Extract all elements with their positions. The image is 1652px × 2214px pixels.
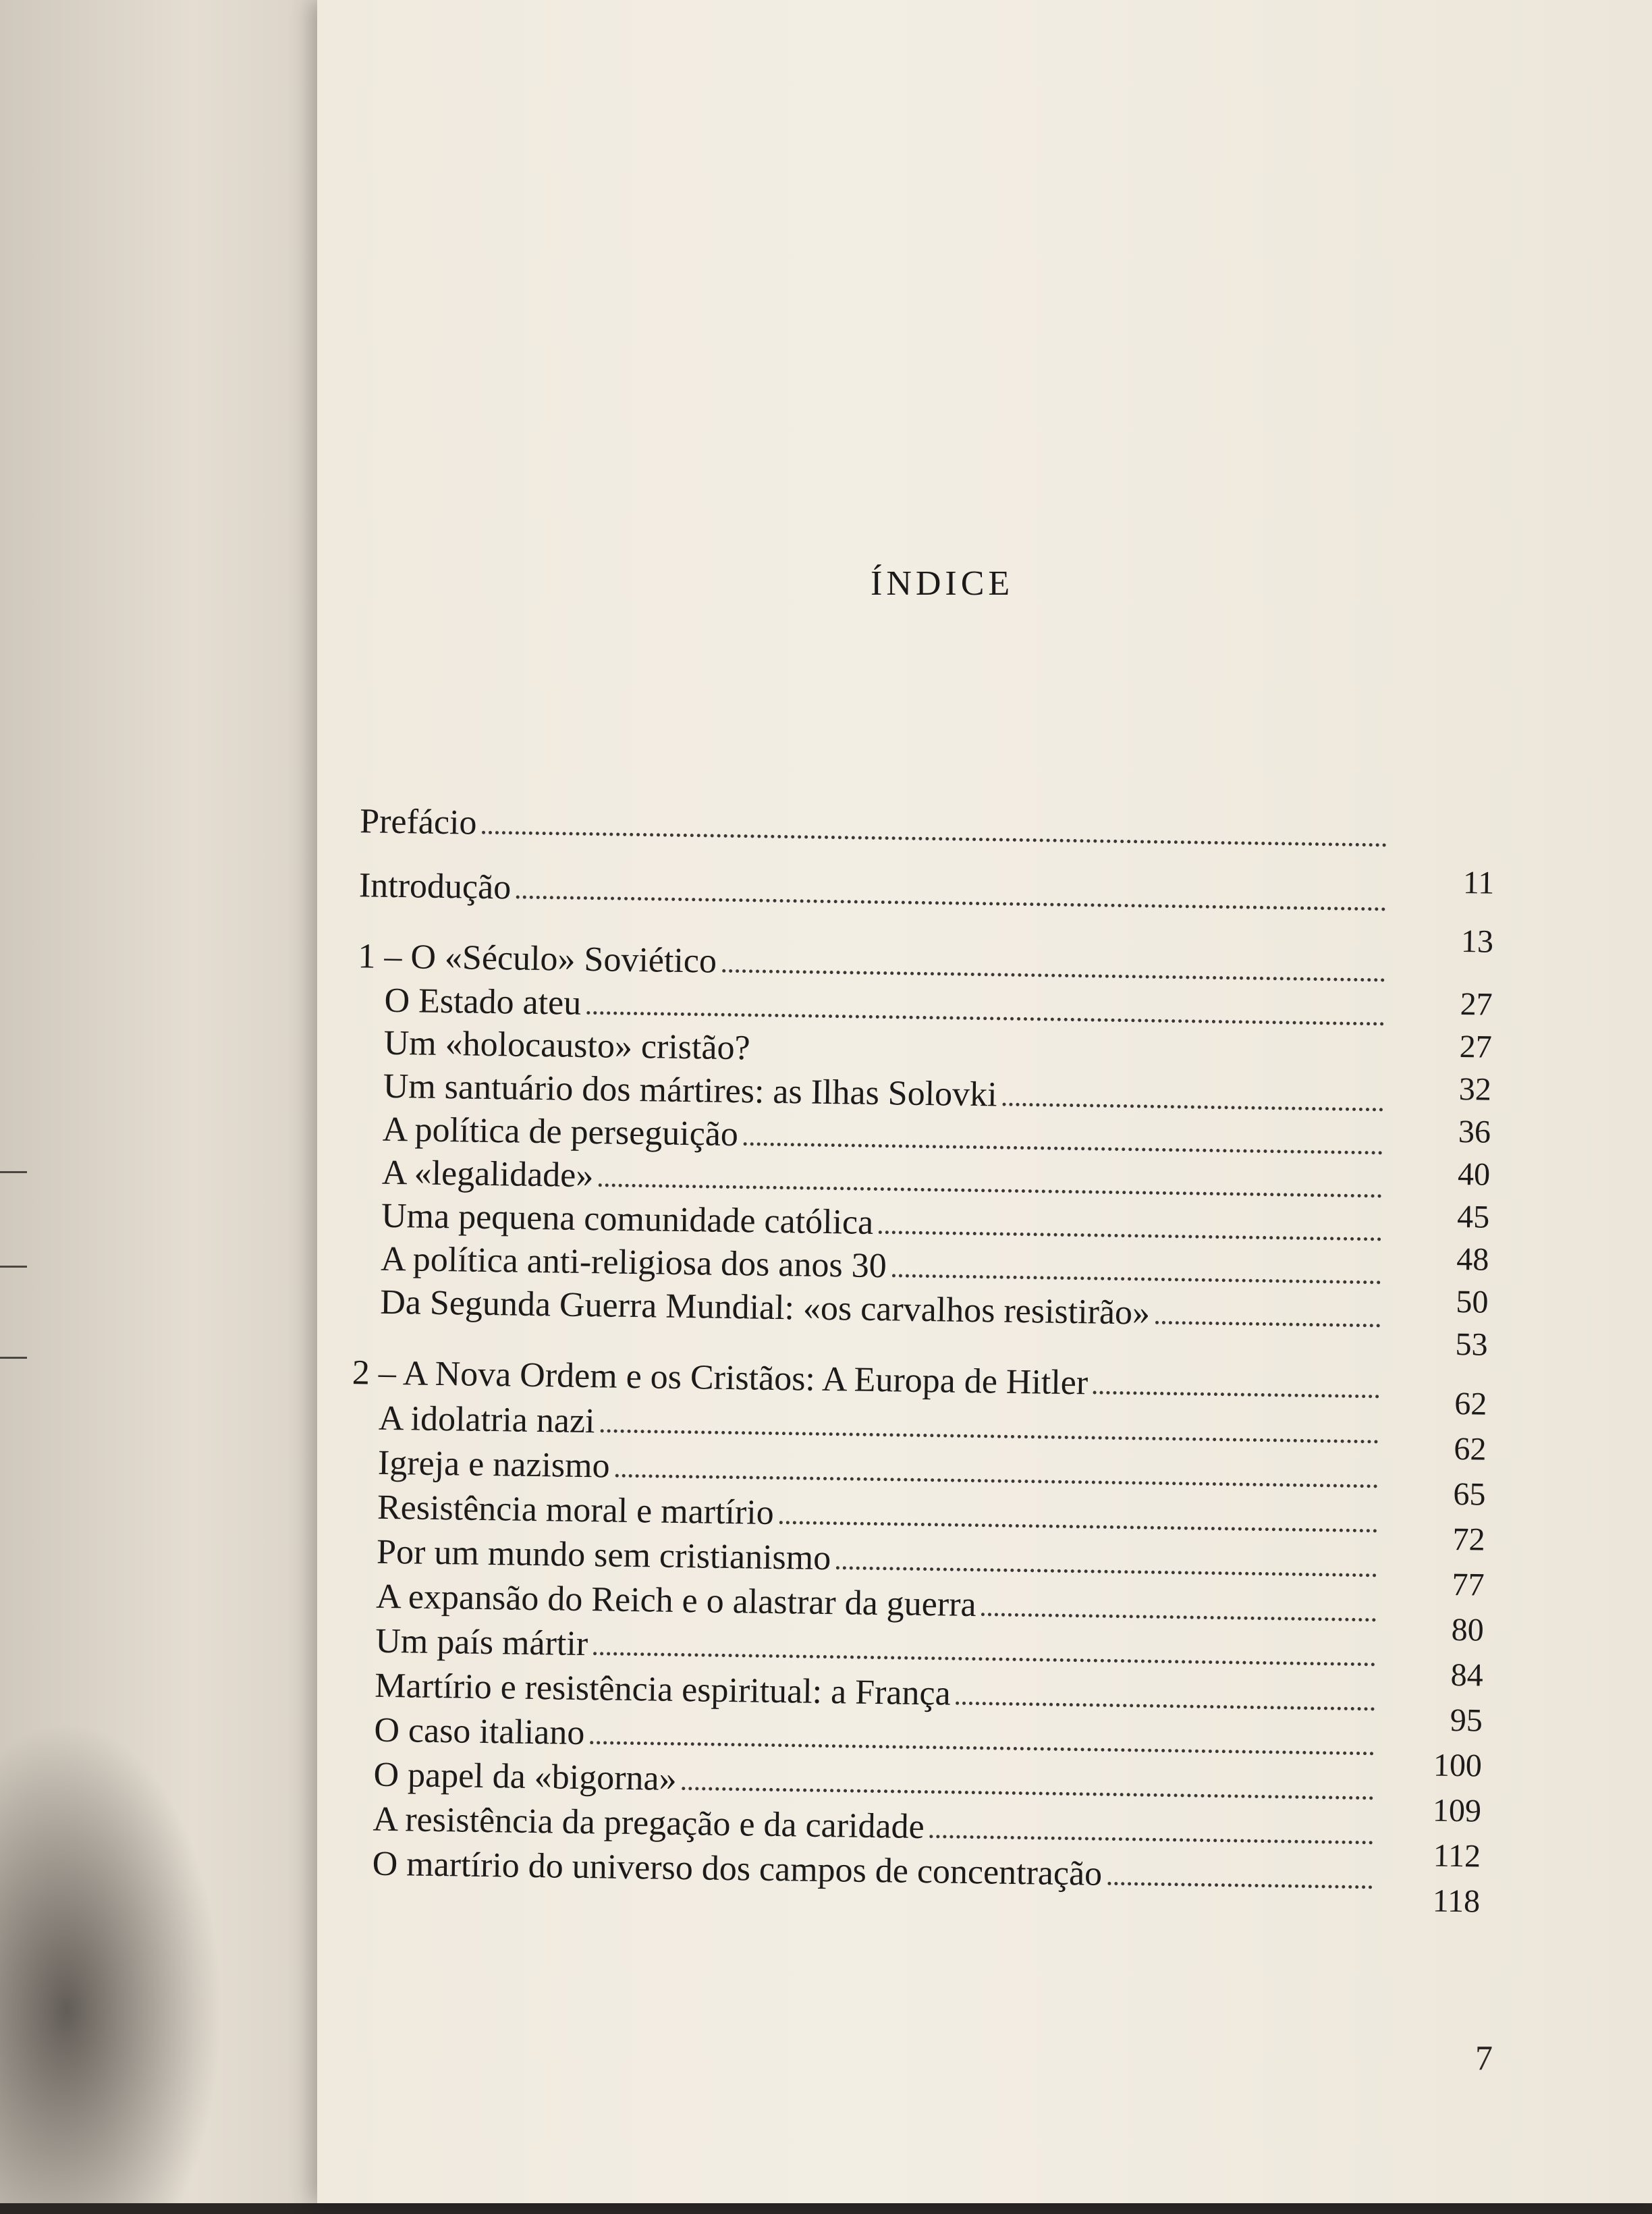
leader-dots [516,896,1386,911]
page-number: 36 [1458,1114,1491,1150]
toc-entry-label: A política de perseguição [382,1110,739,1154]
toc-entry-label: Da Segunda Guerra Mundial: «os carvalhos resistirão» [379,1282,1151,1332]
leader-dots [482,831,1387,847]
toc-entry-label: O papel da «bigorna» [373,1755,678,1798]
toc-entry-label: Introdução [358,866,512,907]
leader-dots [1155,1321,1380,1328]
leader-dots [1107,1882,1372,1889]
toc-entry [379,1399,1385,1453]
page-number: 95 [1450,1702,1483,1739]
page-number: 84 [1450,1656,1484,1694]
toc-entry-label: O caso italiano [374,1710,585,1753]
folio-page-number: 7 [1475,2039,1493,2078]
page-number: 118 [1432,1883,1481,1920]
page-number: 112 [1433,1837,1481,1874]
toc-entry-label: Resistência moral e martírio [377,1488,775,1532]
toc-entry [374,1710,1380,1764]
toc-entry-label: Uma pequena comunidade católica [381,1196,874,1242]
leader-dots [929,1835,1373,1844]
toc-entry-label: A política anti-religiosa dos anos 30 [380,1239,887,1286]
leader-dots [682,1787,1373,1800]
toc-entry-label: Um santuário dos mártires: as Ilhas Solovki [383,1066,997,1114]
leader-dots [981,1613,1376,1621]
toc-entry-label: 2 – A Nova Ordem e os Cristãos: A Europa de Hitler [352,1353,1089,1403]
leader-dots [590,1741,1374,1755]
leader-dots [586,1011,1384,1026]
toc-entry [375,1621,1381,1675]
page-number: 100 [1433,1747,1483,1784]
leader-dots [599,1183,1382,1197]
toc-entry [372,1844,1378,1898]
toc-entry-label: A expansão do Reich e o alastrar da guerra [375,1577,976,1625]
page-number: 109 [1432,1792,1482,1829]
page-number: 62 [1454,1385,1487,1422]
toc-entry-label: A idolatria nazi [378,1399,595,1441]
leader-dots [593,1652,1375,1666]
toc-entry-label: Prefácio [359,802,477,842]
toc-entry [376,1577,1382,1631]
page-title: ÍNDICE [871,564,1014,603]
page-number: 27 [1460,986,1493,1023]
toc-entry-label: O Estado ateu [384,981,582,1023]
page-number: 50 [1456,1284,1489,1320]
page-number: 62 [1454,1430,1487,1467]
toc-entry [373,1755,1379,1809]
page-number: 27 [1459,1029,1493,1065]
toc-entry [375,1666,1381,1720]
leader-dots [600,1429,1378,1443]
toc-entry [373,1800,1379,1854]
page-number: 72 [1452,1521,1485,1558]
toc-entry [377,1488,1383,1542]
leader-dots [836,1566,1377,1577]
toc-entry [377,1532,1383,1586]
toc-entry-label: Igreja e nazismo [377,1443,610,1486]
toc-entry [352,1353,1385,1407]
toc-entry [359,865,1392,919]
toc-entry-label: A resistência da pregação e da caridade [373,1800,925,1847]
toc-entry-label: Por um mundo sem cristianismo [376,1532,831,1578]
leader-dots [722,969,1385,982]
toc-entry-label: 1 – O «Século» Soviético [358,937,717,981]
toc-entry-label: Martírio e resistência espiritual: a França [375,1666,952,1713]
leader-dots [744,1142,1383,1154]
page-number: 48 [1456,1241,1489,1278]
leader-dots [891,1274,1380,1284]
toc-entry-label: O martírio do universo dos campos de concentração [372,1844,1103,1893]
page-number: 32 [1458,1071,1492,1108]
page-number: 45 [1456,1199,1490,1235]
page-number: 11 [1462,865,1495,901]
leader-dots [1002,1103,1383,1112]
toc-entry-label: Um «holocausto» cristão? [383,1023,751,1068]
page-number: 13 [1460,923,1494,960]
page-number: 77 [1452,1566,1485,1603]
page-number: 65 [1453,1476,1486,1513]
toc-entry [360,801,1393,855]
page-number: 80 [1451,1611,1485,1648]
leader-dots [956,1702,1375,1711]
toc-entry [378,1443,1384,1497]
leader-dots [879,1231,1381,1241]
page-number: 53 [1455,1326,1488,1363]
leader-dots [615,1474,1377,1488]
toc-entry-label: Um país mártir [375,1621,588,1664]
leader-dots [1093,1391,1379,1399]
page-number: 40 [1457,1156,1491,1193]
toc-entry-label: A «legalidade» [381,1153,594,1195]
leader-dots [779,1521,1377,1532]
